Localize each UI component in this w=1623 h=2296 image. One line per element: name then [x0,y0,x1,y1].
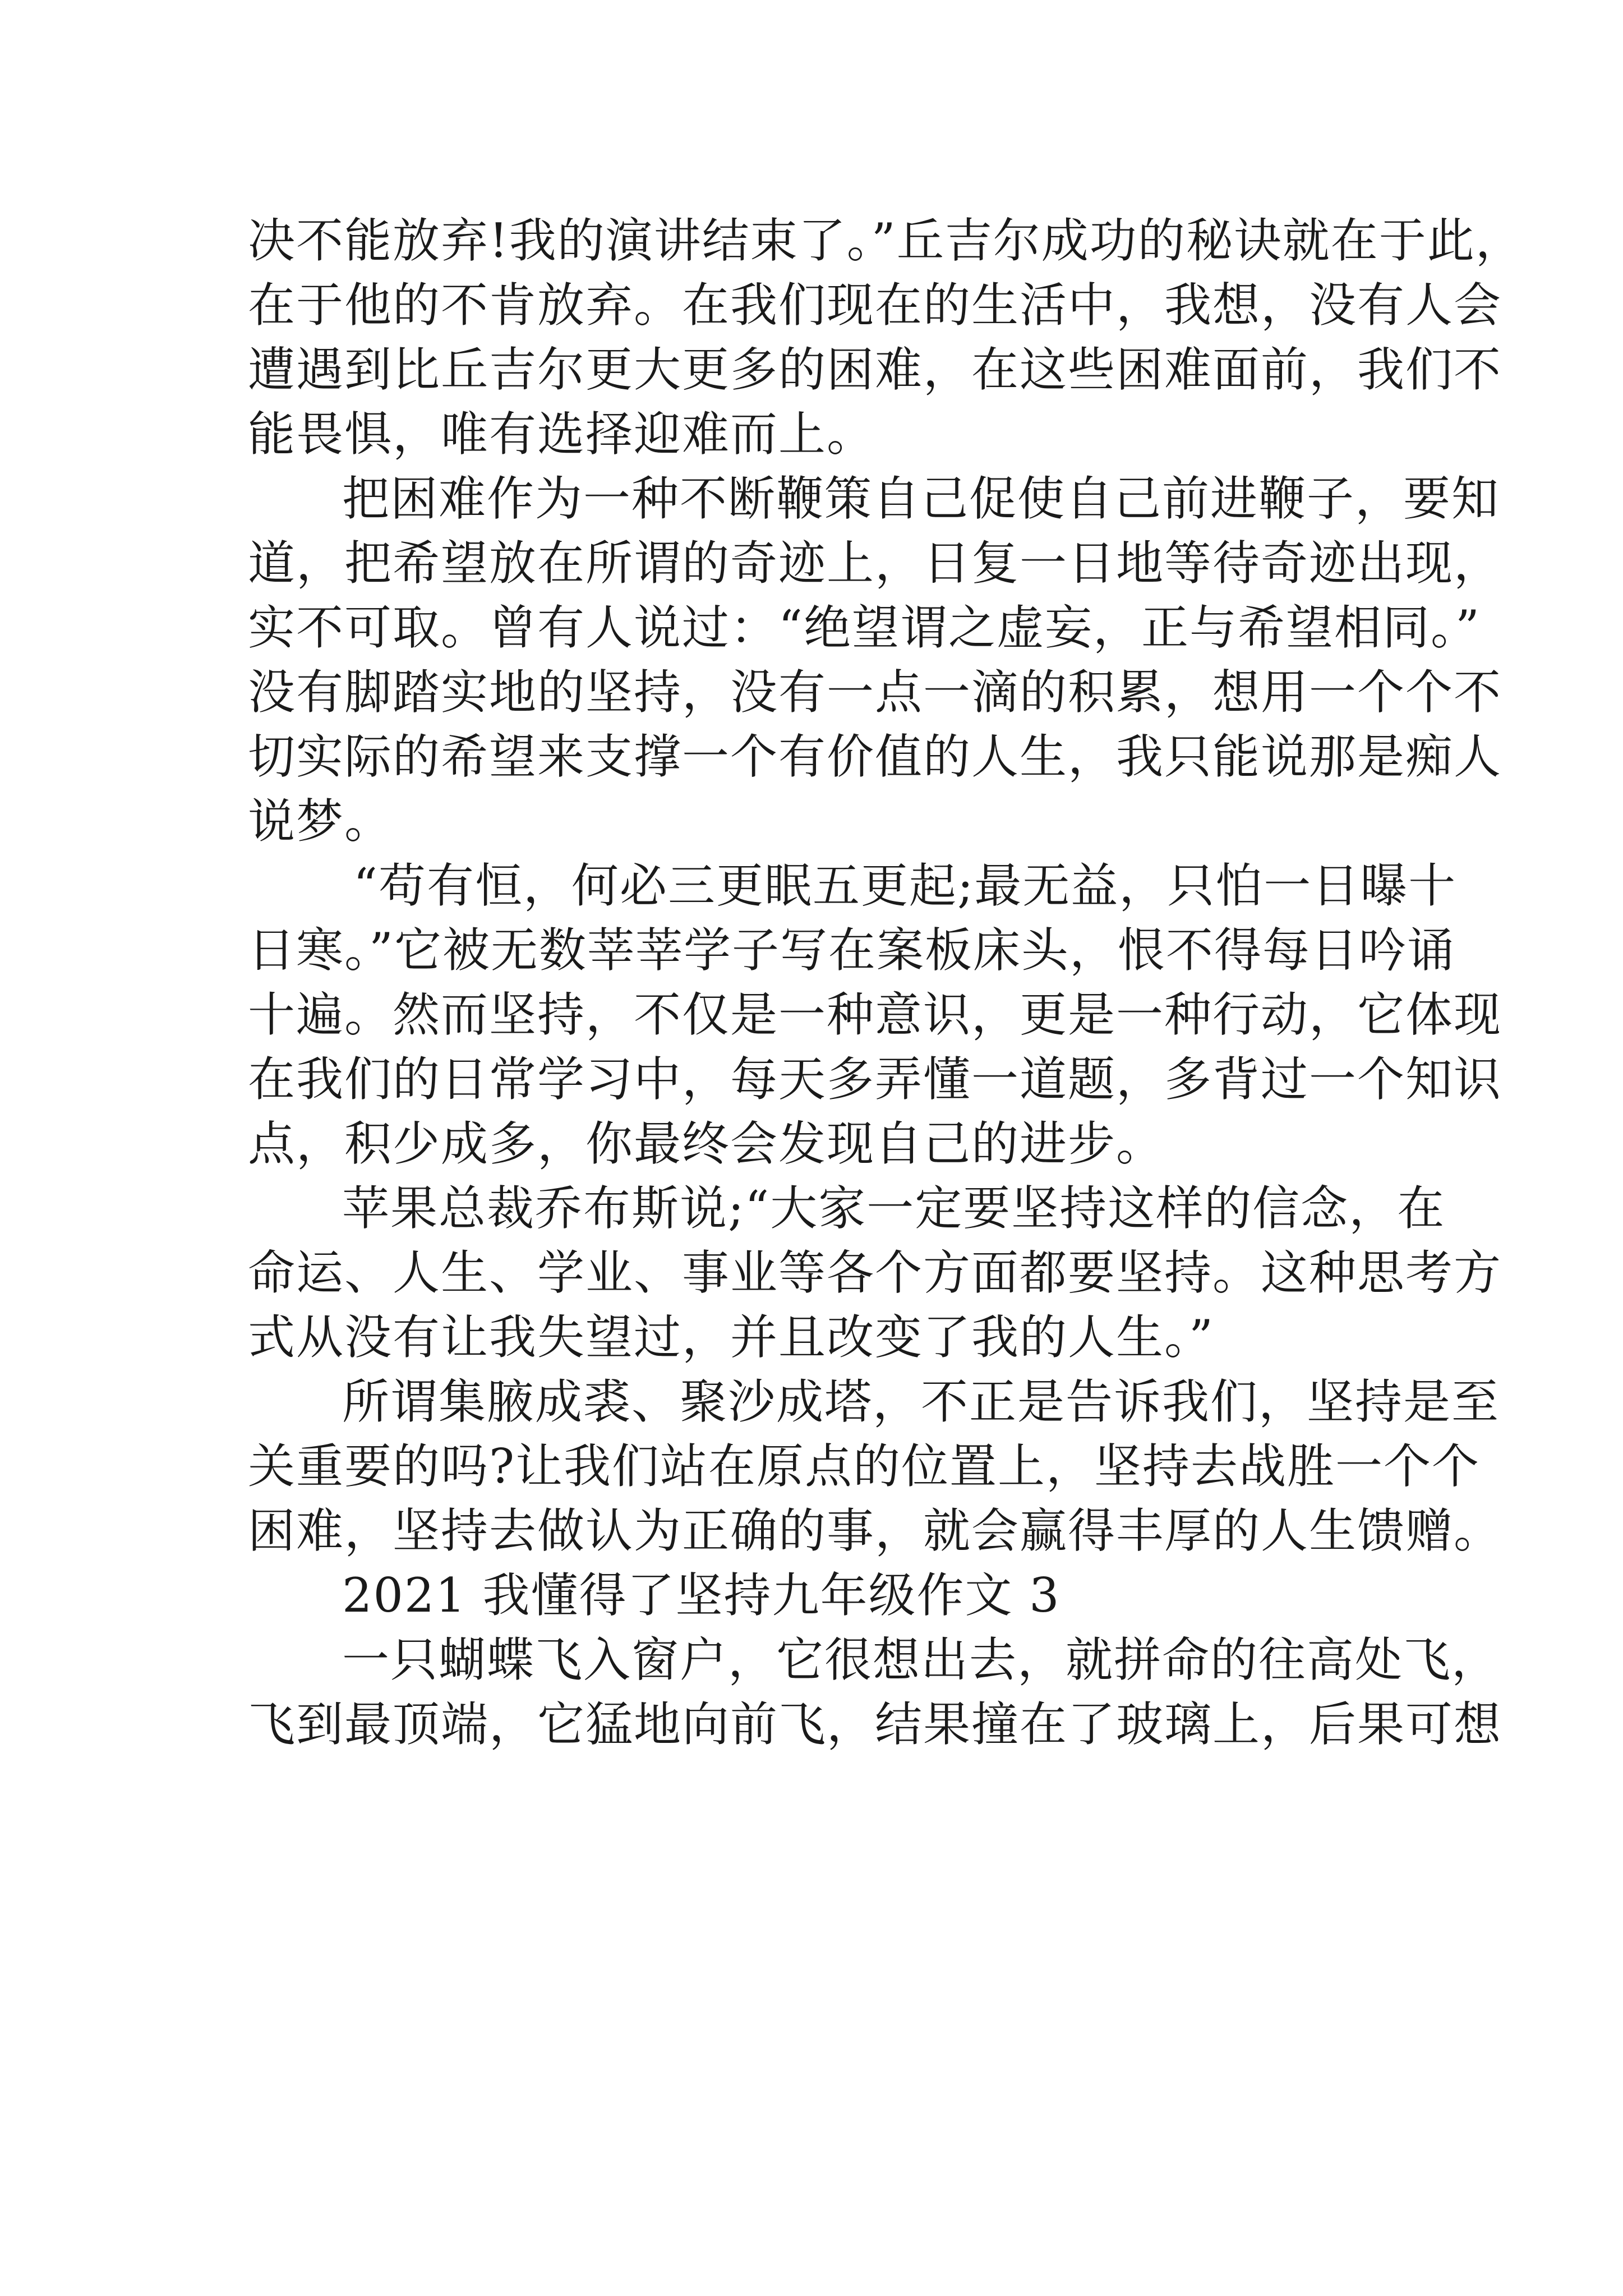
text-line: 十遍。然而坚持，不仅是一种意识，更是一种行动，它体现 [248,987,1502,1042]
text-line: 飞到最顶端，它猛地向前飞，结果撞在了玻璃上，后果可想 [248,1697,1502,1752]
text-line: 困难，坚持去做认为正确的事，就会赢得丰厚的人生馈赠。 [248,1503,1502,1558]
text-line: 切实际的希望来支撑一个有价值的人生，我只能说那是痴人 [248,729,1502,784]
text-line: 决不能放弃!我的演讲结束了。”丘吉尔成功的秘诀就在于此， [248,213,1524,268]
text-line: 道，把希望放在所谓的奇迹上，日复一日地等待奇迹出现， [248,536,1502,591]
paragraph-start-line: 苹果总裁乔布斯说;“大家一定要坚持这样的信念，在 [342,1181,1446,1236]
text-line: 关重要的吗?让我们站在原点的位置上，坚持去战胜一个个 [248,1439,1481,1494]
text-line: 说梦。 [248,794,393,849]
text-line: 在于他的不肯放弃。在我们现在的生活中，我想，没有人会 [248,278,1502,333]
paragraph-start-line: 把困难作为一种不断鞭策自己促使自己前进鞭子，要知 [342,471,1500,526]
section-heading: 2021 我懂得了坚持九年级作文 3 [342,1568,1061,1623]
text-line: 日寒。”它被无数莘莘学子写在案板床头，恨不得每日吟诵 [248,923,1455,978]
paragraph-start-line: 一只蝴蝶飞入窗户，它很想出去，就拼命的往高处飞， [342,1632,1500,1687]
text-line: 在我们的日常学习中，每天多弄懂一道题，多背过一个知识 [248,1052,1502,1107]
paragraph-start-line: “苟有恒，何必三更眠五更起;最无益，只怕一日曝十 [353,858,1457,913]
text-line: 没有脚踏实地的坚持，没有一点一滴的积累，想用一个个不 [248,665,1502,720]
text-line: 能畏惧，唯有选择迎难而上。 [248,407,875,462]
text-line: 式从没有让我失望过，并且改变了我的人生。” [248,1310,1214,1365]
document-body [248,209,1524,1757]
text-line: 实不可取。曾有人说过：“绝望谓之虚妄，正与希望相同。” [248,600,1481,655]
text-line: 命运、人生、学业、事业等各个方面都要坚持。这种思考方 [248,1245,1502,1300]
text-line: 点，积少成多，你最终会发现自己的进步。 [248,1116,1165,1171]
text-line: 遭遇到比丘吉尔更大更多的困难，在这些困难面前，我们不 [248,342,1502,397]
paragraph-start-line: 所谓集腋成裘、聚沙成塔，不正是告诉我们，坚持是至 [342,1374,1500,1429]
